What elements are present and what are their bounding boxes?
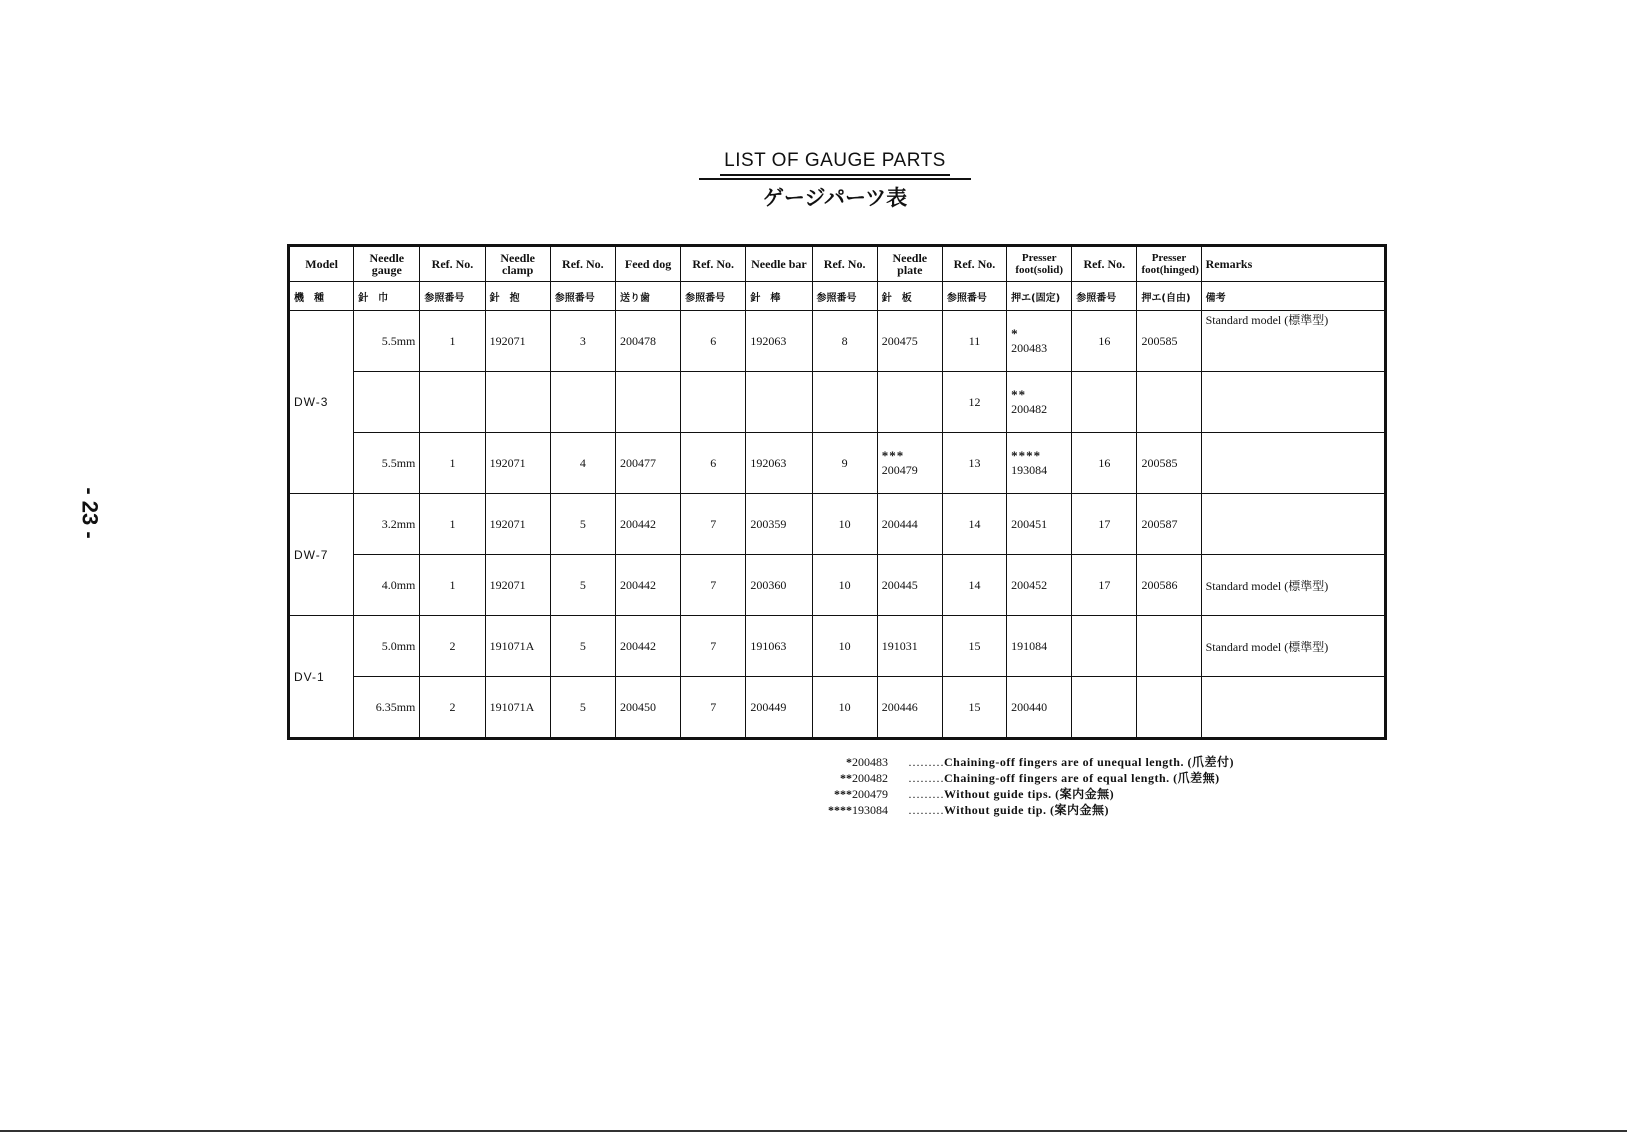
presser-foot-solid: 191084 (1007, 616, 1072, 677)
page-title-jp: ゲージパーツ表 (699, 178, 971, 212)
ref-no: 3 (550, 311, 615, 372)
presser-foot-solid (1007, 372, 1072, 433)
col-header-jp: 参照番号 (942, 282, 1006, 311)
table-row (289, 616, 1386, 677)
remarks (1201, 494, 1385, 555)
footnote-text: Chaining-off fingers are of unequal length. (爪差付) (944, 755, 1234, 769)
ref-no: 14 (942, 494, 1006, 555)
ref-no: 1 (420, 311, 485, 372)
presser-foot-solid: 200440 (1007, 677, 1072, 739)
footnote-code: 200483 (852, 755, 888, 769)
needle-plate: 200445 (877, 555, 942, 616)
remarks: Standard model (標準型) (1201, 616, 1385, 677)
presser-foot-hinged: 200587 (1137, 494, 1201, 555)
col-header: Model (289, 246, 354, 282)
ref-no: 10 (812, 494, 877, 555)
solid-mark: * (1011, 325, 1019, 341)
ref-no (550, 372, 615, 433)
table-row (289, 677, 1386, 739)
ref-no: 7 (681, 555, 746, 616)
ref-no: 12 (942, 372, 1006, 433)
ref-no: 2 (420, 616, 485, 677)
ref-no: 1 (420, 433, 485, 494)
footnote-text: Without guide tip. (案内金無) (944, 803, 1109, 817)
presser-foot-solid-no: 200483 (1011, 340, 1048, 355)
page-title: LIST OF GAUGE PARTS (720, 150, 950, 176)
needle-bar: 200359 (746, 494, 812, 555)
col-header-jp: 針 抱 (485, 282, 550, 311)
remarks (1201, 372, 1385, 433)
ref-no: 13 (942, 433, 1006, 494)
footnote-dots: ……… (908, 771, 944, 785)
footnote-dots: ……… (908, 787, 944, 801)
ref-no: 7 (681, 677, 746, 739)
needle-bar: 191063 (746, 616, 812, 677)
ref-no: 17 (1072, 494, 1137, 555)
remarks: Standard model (標準型) (1201, 311, 1385, 372)
ref-no: 4 (550, 433, 615, 494)
remarks (1201, 433, 1385, 494)
ref-no: 2 (420, 677, 485, 739)
col-header-jp: 針 板 (877, 282, 942, 311)
page-edge-line (0, 1130, 1627, 1132)
col-header-jp: 参照番号 (812, 282, 877, 311)
ref-no (812, 372, 877, 433)
ref-no: 5 (550, 677, 615, 739)
ref-no: 1 (420, 555, 485, 616)
needle-clamp: 191071A (485, 616, 550, 677)
presser-foot-hinged: 200586 (1137, 555, 1201, 616)
page-number: - 23 - (77, 487, 103, 539)
title-block (695, 150, 975, 212)
col-header: Presser foot(hinged) (1137, 246, 1201, 282)
footnote (790, 754, 1234, 770)
col-header: Ref. No. (942, 246, 1006, 282)
presser-foot-hinged: 200585 (1137, 311, 1201, 372)
col-header: Feed dog (615, 246, 680, 282)
col-header: Presser foot(solid) (1007, 246, 1072, 282)
col-header-jp: 押エ(自由) (1137, 282, 1201, 311)
presser-foot-hinged (1137, 616, 1201, 677)
remarks: Standard model (標準型) (1201, 555, 1385, 616)
col-header: Ref. No. (681, 246, 746, 282)
presser-foot-hinged (1137, 372, 1201, 433)
needle-plate (877, 311, 942, 372)
footnote (790, 786, 1234, 802)
footnote-star: * (846, 755, 852, 769)
ref-no: 16 (1072, 311, 1137, 372)
presser-foot-solid: 200451 (1007, 494, 1072, 555)
table-row (289, 555, 1386, 616)
needle-gauge (354, 372, 420, 433)
ref-no: 5 (550, 494, 615, 555)
feed-dog: 200442 (615, 616, 680, 677)
needle-plate: 200444 (877, 494, 942, 555)
col-header-jp: 押エ(固定) (1007, 282, 1072, 311)
presser-foot-solid-no: 193084 (1011, 462, 1048, 477)
needle-clamp: 191071A (485, 677, 550, 739)
footnote-star: **** (828, 803, 852, 817)
col-header: Needle plate (877, 246, 942, 282)
ref-no: 8 (812, 311, 877, 372)
needle-clamp: 192071 (485, 494, 550, 555)
footnote-text: Without guide tips. (案内金無) (944, 787, 1115, 801)
ref-no (420, 372, 485, 433)
footnotes (790, 754, 1234, 818)
ref-no: 5 (550, 616, 615, 677)
col-header-jp: 機 種 (289, 282, 354, 311)
table-row (289, 311, 1386, 372)
feed-dog (615, 372, 680, 433)
needle-bar (746, 372, 812, 433)
needle-clamp: 192071 (485, 433, 550, 494)
ref-no: 1 (420, 494, 485, 555)
presser-foot-hinged: 200585 (1137, 433, 1201, 494)
needle-bar: 192063 (746, 311, 812, 372)
footnote-code: 193084 (852, 803, 888, 817)
col-header-jp: 送り歯 (615, 282, 680, 311)
solid-mark: ** (1011, 386, 1027, 402)
needle-gauge: 5.0mm (354, 616, 420, 677)
ref-no: 9 (812, 433, 877, 494)
ref-no: 15 (942, 616, 1006, 677)
needle-bar: 200360 (746, 555, 812, 616)
col-header-jp: 参照番号 (1072, 282, 1137, 311)
footnote (790, 802, 1234, 818)
presser-foot-hinged (1137, 677, 1201, 739)
col-header-jp: 参照番号 (420, 282, 485, 311)
model-cell: DV-1 (289, 616, 354, 739)
needle-plate-no: 200475 (881, 333, 918, 348)
needle-bar: 200449 (746, 677, 812, 739)
footnote (790, 770, 1234, 786)
ref-no: 7 (681, 494, 746, 555)
plate-mark: *** (881, 447, 905, 463)
footnote-star: ** (840, 771, 852, 785)
remarks (1201, 677, 1385, 739)
needle-plate (877, 433, 942, 494)
needle-clamp: 192071 (485, 555, 550, 616)
presser-foot-solid: 200452 (1007, 555, 1072, 616)
footnote-star: *** (834, 787, 852, 801)
ref-no (681, 372, 746, 433)
footnote-dots: ……… (908, 803, 944, 817)
needle-gauge: 5.5mm (354, 311, 420, 372)
col-header: Needle clamp (485, 246, 550, 282)
col-header: Ref. No. (1072, 246, 1137, 282)
col-header: Ref. No. (550, 246, 615, 282)
col-header-jp: 参照番号 (550, 282, 615, 311)
needle-plate (877, 372, 942, 433)
footnote-code: 200479 (852, 787, 888, 801)
ref-no: 6 (681, 433, 746, 494)
ref-no: 5 (550, 555, 615, 616)
needle-plate: 200446 (877, 677, 942, 739)
ref-no (1072, 372, 1137, 433)
feed-dog: 200442 (615, 555, 680, 616)
ref-no: 17 (1072, 555, 1137, 616)
col-header-jp: 備考 (1201, 282, 1385, 311)
needle-bar: 192063 (746, 433, 812, 494)
col-header: Remarks (1201, 246, 1385, 282)
ref-no: 6 (681, 311, 746, 372)
ref-no: 14 (942, 555, 1006, 616)
col-header: Needle gauge (354, 246, 420, 282)
col-header-jp: 針 巾 (354, 282, 420, 311)
needle-plate-no: 200479 (881, 462, 918, 477)
needle-gauge: 3.2mm (354, 494, 420, 555)
col-header-jp: 参照番号 (681, 282, 746, 311)
presser-foot-solid (1007, 311, 1072, 372)
ref-no: 10 (812, 677, 877, 739)
footnote-code: 200482 (852, 771, 888, 785)
needle-gauge: 4.0mm (354, 555, 420, 616)
ref-no (1072, 677, 1137, 739)
col-header: Ref. No. (812, 246, 877, 282)
needle-gauge: 6.35mm (354, 677, 420, 739)
col-header: Ref. No. (420, 246, 485, 282)
solid-mark: **** (1011, 447, 1042, 463)
ref-no: 11 (942, 311, 1006, 372)
table-row (289, 494, 1386, 555)
model-cell: DW-3 (289, 311, 354, 494)
needle-gauge: 5.5mm (354, 433, 420, 494)
col-header-jp: 針 棒 (746, 282, 812, 311)
feed-dog: 200450 (615, 677, 680, 739)
ref-no (1072, 616, 1137, 677)
ref-no: 7 (681, 616, 746, 677)
table-row (289, 372, 1386, 433)
needle-clamp (485, 372, 550, 433)
footnote-dots: ……… (908, 755, 944, 769)
feed-dog: 200477 (615, 433, 680, 494)
header-row-en (289, 246, 1386, 282)
needle-clamp: 192071 (485, 311, 550, 372)
presser-foot-solid (1007, 433, 1072, 494)
col-header: Needle bar (746, 246, 812, 282)
feed-dog: 200478 (615, 311, 680, 372)
footnote-text: Chaining-off fingers are of equal length. (爪差無) (944, 771, 1220, 785)
ref-no: 15 (942, 677, 1006, 739)
header-row-jp (289, 282, 1386, 311)
feed-dog: 200442 (615, 494, 680, 555)
table-row (289, 433, 1386, 494)
presser-foot-solid-no: 200482 (1011, 401, 1048, 416)
ref-no: 16 (1072, 433, 1137, 494)
model-cell: DW-7 (289, 494, 354, 616)
gauge-parts-table (287, 244, 1387, 740)
needle-plate: 191031 (877, 616, 942, 677)
ref-no: 10 (812, 616, 877, 677)
ref-no: 10 (812, 555, 877, 616)
